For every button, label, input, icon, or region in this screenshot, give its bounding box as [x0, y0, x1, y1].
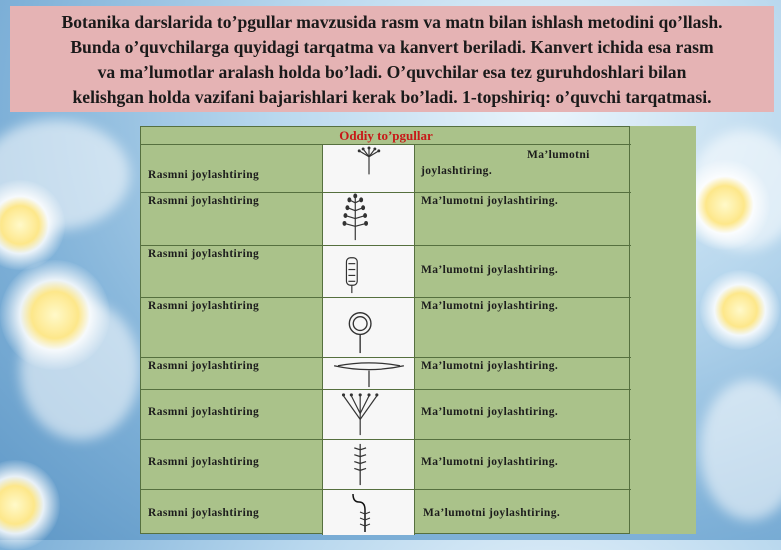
spike-inflorescence-icon [323, 440, 415, 489]
info-placeholder-cell[interactable] [415, 440, 631, 489]
image-placeholder-cell[interactable] [141, 440, 323, 489]
image-cell [323, 358, 415, 389]
header-line: Botanika darslarida to’pgullar mavzusida rasm va matn bilan ishlash metodini qo’llash. [61, 12, 723, 32]
image-placeholder-cell[interactable] [141, 193, 323, 245]
info-placeholder-cell[interactable] [415, 193, 631, 245]
image-placeholder-cell[interactable] [141, 298, 323, 357]
info-placeholder-label: Ma’lumotni joylashtiring. [421, 195, 559, 207]
header-line: Bunda o’quvchilarga quyidagi tarqatma va kanvert beriladi. Kanvert ichida esa rasm [70, 37, 714, 57]
image-placeholder-label: Rasmni joylashtiring [148, 248, 260, 260]
basket-inflorescence-icon [323, 358, 415, 389]
image-placeholder-label: Rasmni joylashtiring [148, 300, 260, 312]
instruction-header [10, 6, 774, 112]
spadix-inflorescence-icon [323, 246, 415, 297]
info-placeholder-cell[interactable] [415, 358, 631, 389]
info-placeholder-cell[interactable] [415, 298, 631, 357]
info-placeholder-cell[interactable] [415, 145, 631, 192]
table-row [141, 390, 631, 440]
image-placeholder-label: Rasmni joylashtiring [148, 406, 260, 418]
info-placeholder-cell[interactable] [415, 390, 631, 439]
background-flower-icon [0, 260, 110, 370]
umbel-inflorescence-icon [323, 145, 415, 192]
table-row [141, 358, 631, 390]
info-placeholder-cell[interactable] [415, 490, 631, 535]
info-placeholder-label: joylashtiring. [421, 165, 493, 177]
image-placeholder-cell[interactable] [141, 358, 323, 389]
image-cell [323, 390, 415, 439]
image-placeholder-label: Rasmni joylashtiring [148, 169, 260, 181]
background-flower-icon [700, 270, 780, 350]
image-cell [323, 490, 415, 535]
table-row [141, 490, 631, 535]
table-title: Oddiy to’pgullar [141, 127, 631, 145]
info-placeholder-label: Ma’lumotni joylashtiring. [421, 300, 559, 312]
info-placeholder-label: Ma’lumotni [527, 149, 590, 161]
image-placeholder-label: Rasmni joylashtiring [148, 456, 260, 468]
image-placeholder-cell[interactable] [141, 145, 323, 192]
background-flower-icon [0, 460, 60, 550]
info-placeholder-label: Ma’lumotni joylashtiring. [421, 264, 559, 276]
image-cell [323, 440, 415, 489]
header-line: va ma’lumotlar aralash holda bo’ladi. O’quvchilar esa tez guruhdoshlari bilan [97, 62, 687, 82]
info-placeholder-cell[interactable] [415, 246, 631, 297]
info-placeholder-label: Ma’lumotni joylashtiring. [421, 360, 559, 372]
worksheet-table [140, 126, 696, 534]
info-placeholder-label: Ma’lumotni joylashtiring. [423, 507, 561, 519]
image-cell [323, 246, 415, 297]
table-row [141, 145, 631, 193]
background-cloud [700, 380, 781, 520]
table-row [141, 193, 631, 246]
table-row [141, 246, 631, 298]
info-placeholder-label: Ma’lumotni joylashtiring. [421, 406, 559, 418]
info-placeholder-label: Ma’lumotni joylashtiring. [421, 456, 559, 468]
image-placeholder-cell[interactable] [141, 390, 323, 439]
image-placeholder-label: Rasmni joylashtiring [148, 507, 260, 519]
image-placeholder-cell[interactable] [141, 246, 323, 297]
image-cell [323, 298, 415, 357]
header-line: kelishgan holda vazifani bajarishlari kerak bo’ladi. 1-topshiriq: o’quvchi tarqatmasi. [72, 87, 712, 107]
raceme-inflorescence-icon [323, 193, 415, 245]
head-inflorescence-icon [323, 298, 415, 357]
image-cell [323, 193, 415, 245]
image-cell [323, 145, 415, 192]
image-placeholder-label: Rasmni joylashtiring [148, 360, 260, 372]
worksheet-grid [140, 126, 630, 534]
image-placeholder-cell[interactable] [141, 490, 323, 535]
corymb-inflorescence-icon [323, 390, 415, 439]
table-row [141, 440, 631, 490]
catkin-inflorescence-icon [323, 490, 415, 535]
image-placeholder-label: Rasmni joylashtiring [148, 195, 260, 207]
table-row [141, 298, 631, 358]
